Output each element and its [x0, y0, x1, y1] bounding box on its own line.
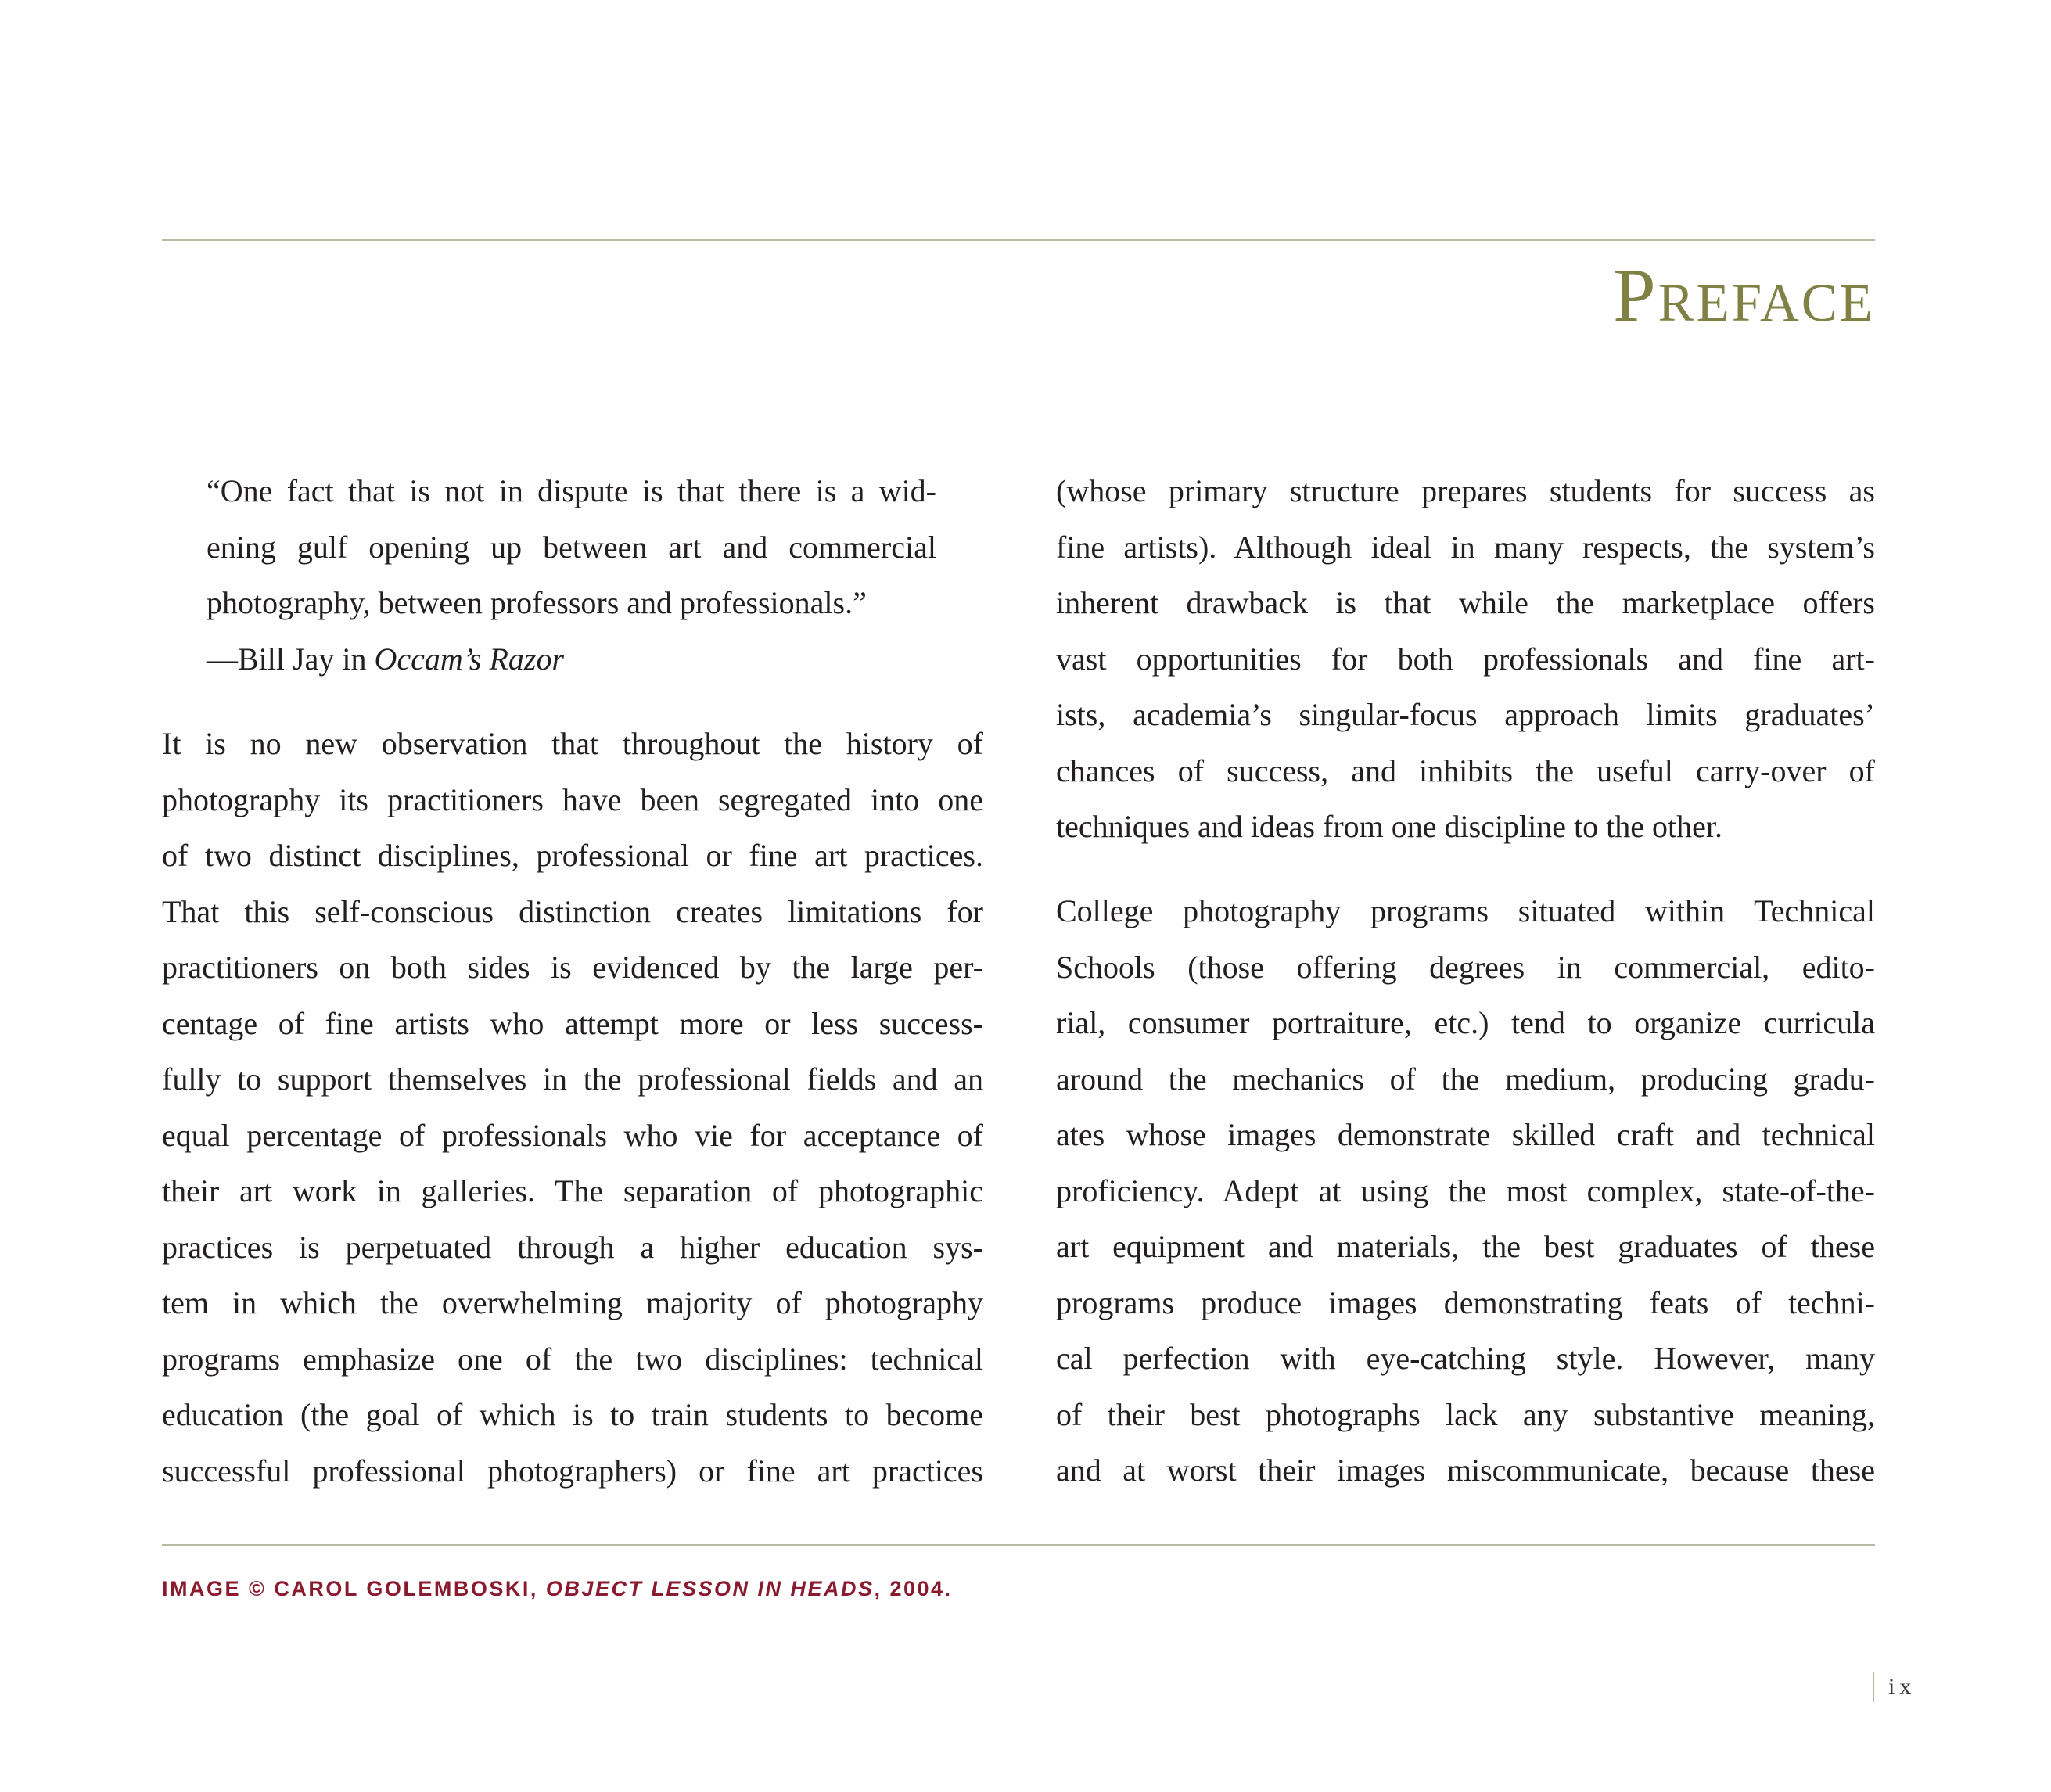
body-line: tem in which the overwhelming majority of photography: [162, 1285, 983, 1320]
body-line: of two distinct disciplines, professional or fine art practices.: [162, 838, 983, 873]
body-line: (whose primary structure prepares students for success as: [1056, 473, 1875, 508]
body-line: programs produce images demonstrating feats of techni-: [1056, 1284, 1875, 1320]
right-column-paragraph-1: [1056, 463, 1875, 855]
left-column-paragraph: [162, 716, 983, 1499]
body-line: and at worst their images miscommunicate, because these: [1056, 1453, 1875, 1488]
attribution-work-title: Occam’s Razor: [374, 641, 565, 677]
body-line: centage of fine artists who attempt more or less success-: [162, 1005, 983, 1041]
credit-suffix: , 2004.: [874, 1577, 953, 1600]
epigraph-line: photography, between professors and professionals.”: [207, 585, 867, 620]
body-line: equal percentage of professionals who vie for acceptance of: [162, 1117, 983, 1153]
body-line: Schools (those offering degrees in commercial, edito-: [1056, 949, 1875, 985]
body-line: rial, consumer portraiture, etc.) tend to organize curricula: [1056, 1005, 1875, 1040]
body-line: practitioners on both sides is evidenced by the large per-: [162, 950, 983, 985]
epigraph: [207, 463, 936, 687]
body-line: It is no new observation that throughout the history of: [162, 726, 983, 761]
body-line: College photography programs situated within Technical: [1056, 893, 1875, 928]
body-line: techniques and ideas from one discipline to the other.: [1056, 809, 1722, 844]
body-line: inherent drawback is that while the marketplace offers: [1056, 585, 1875, 620]
body-line: That this self-conscious distinction creates limitations for: [162, 893, 983, 929]
body-line: cal perfection with eye-catching style. However, many: [1056, 1341, 1875, 1376]
body-line: fully to support themselves in the professional fields and an: [162, 1061, 983, 1097]
body-line: fine artists). Although ideal in many respects, the system’s: [1056, 529, 1875, 565]
body-line: chances of success, and inhibits the useful carry-over of: [1056, 752, 1875, 788]
body-line: their art work in galleries. The separation of photographic: [162, 1173, 983, 1208]
right-column-paragraph-2: [1056, 883, 1875, 1499]
body-line: practices is perpetuated through a higher education sys-: [162, 1229, 983, 1265]
credit-work-title: OBJECT LESSON IN HEADS: [545, 1577, 875, 1600]
epigraph-line: ening gulf opening up between art and commercial: [207, 529, 936, 565]
page-title: Preface: [1613, 253, 1875, 338]
body-line: photography its practitioners have been segregated into one: [162, 781, 983, 817]
body-line: programs emphasize one of the two disciplines: technical: [162, 1341, 983, 1377]
body-line: education (the goal of which is to train students to become: [162, 1397, 983, 1432]
epigraph-line: “One fact that is not in dispute is that there is a wid-: [207, 473, 936, 508]
epigraph-attribution: [207, 631, 936, 688]
body-line: successful professional photographers) or fine art practices: [162, 1453, 983, 1489]
body-line: proficiency. Adept at using the most complex, state-of-the-: [1056, 1173, 1875, 1208]
body-line: ates whose images demonstrate skilled craft and technical: [1056, 1117, 1875, 1152]
attribution-prefix: —Bill Jay in: [207, 641, 375, 677]
top-rule: [162, 239, 1875, 241]
page-number: ix: [1873, 1672, 1916, 1702]
credit-prefix: IMAGE © CAROL GOLEMBOSKI,: [162, 1577, 546, 1600]
body-line: vast opportunities for both professionals and fine art-: [1056, 641, 1875, 677]
body-line: ists, academia’s singular-focus approach limits graduates’: [1056, 697, 1875, 732]
image-credit: [162, 1577, 953, 1601]
body-line: of their best photographs lack any substantive meaning,: [1056, 1396, 1875, 1432]
body-line: art equipment and materials, the best graduates of these: [1056, 1229, 1875, 1264]
body-line: around the mechanics of the medium, producing gradu-: [1056, 1061, 1875, 1097]
bottom-rule: [162, 1544, 1875, 1546]
